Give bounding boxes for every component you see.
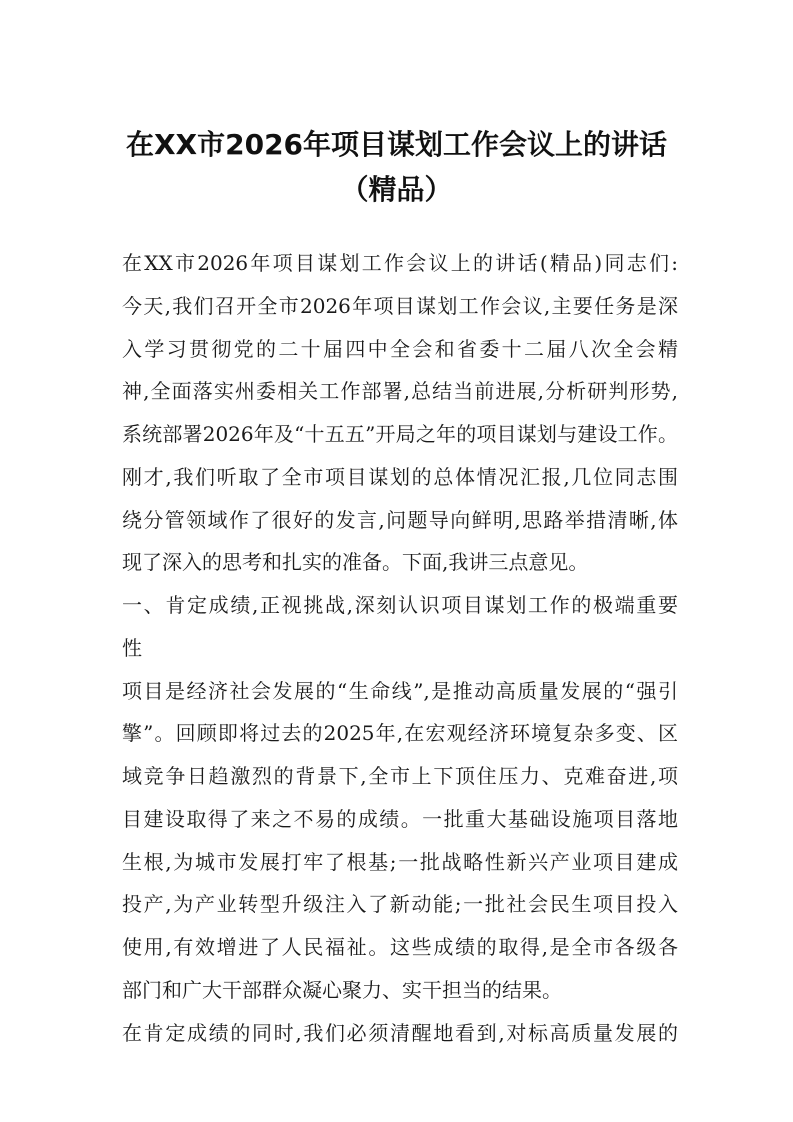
text-line: 性 xyxy=(122,635,142,660)
document-title-line-2: （精品） xyxy=(340,173,453,206)
text-line: 系统部署2026年及“十五五”开局之年的项目谋划与建设工作。 xyxy=(122,422,678,446)
text-line: 在肯定成绩的同时,我们必须清醒地看到,对标高质量发展的 xyxy=(122,1020,678,1045)
paragraph xyxy=(122,670,678,1012)
text-line: 部门和广大干部群众凝心聚力、实干担当的结果。 xyxy=(122,977,562,1002)
section-heading xyxy=(122,584,678,670)
text-line: 生根,为城市发展打牢了根基;一批战略性新兴产业项目建成 xyxy=(122,849,678,874)
text-line: 绕分管领域作了很好的发言,问题导向鲜明,思路举措清晰,体 xyxy=(122,507,678,532)
paragraph xyxy=(122,242,678,584)
document-body xyxy=(122,242,678,1054)
text-line: 擎”。回顾即将过去的2025年,在宏观经济环境复杂多变、区 xyxy=(122,721,678,746)
text-line: 神,全面落实州委相关工作部署,总结当前进展,分析研判形势, xyxy=(122,379,678,404)
text-line: 项目是经济社会发展的“生命线”,是推动高质量发展的“强引 xyxy=(122,678,678,703)
text-line: 一、肯定成绩,正视挑战,深刻认识项目谋划工作的极端重要 xyxy=(122,593,678,617)
text-line: 入学习贯彻党的二十届四中全会和省委十二届八次全会精 xyxy=(122,336,678,361)
text-line: 今天,我们召开全市2026年项目谋划工作会议,主要任务是深 xyxy=(122,293,678,318)
text-line: 使用,有效增进了人民福祉。这些成绩的取得,是全市各级各 xyxy=(122,935,678,959)
text-line: 投产,为产业转型升级注入了新动能;一批社会民生项目投入 xyxy=(122,892,678,917)
paragraph xyxy=(122,1012,678,1055)
text-line: 域竞争日趋激烈的背景下,全市上下顶住压力、克难奋进,项 xyxy=(122,764,678,788)
text-line: 刚才,我们听取了全市项目谋划的总体情况汇报,几位同志围 xyxy=(122,464,678,489)
text-line: 目建设取得了来之不易的成绩。一批重大基础设施项目落地 xyxy=(122,806,678,831)
text-line: 在XX市2026年项目谋划工作会议上的讲话(精品)同志们: xyxy=(122,251,678,275)
text-line: 现了深入的思考和扎实的准备。下面,我讲三点意见。 xyxy=(122,550,589,575)
document-title-line-1: 在XX市2026年项目谋划工作会议上的讲话 xyxy=(125,128,668,161)
